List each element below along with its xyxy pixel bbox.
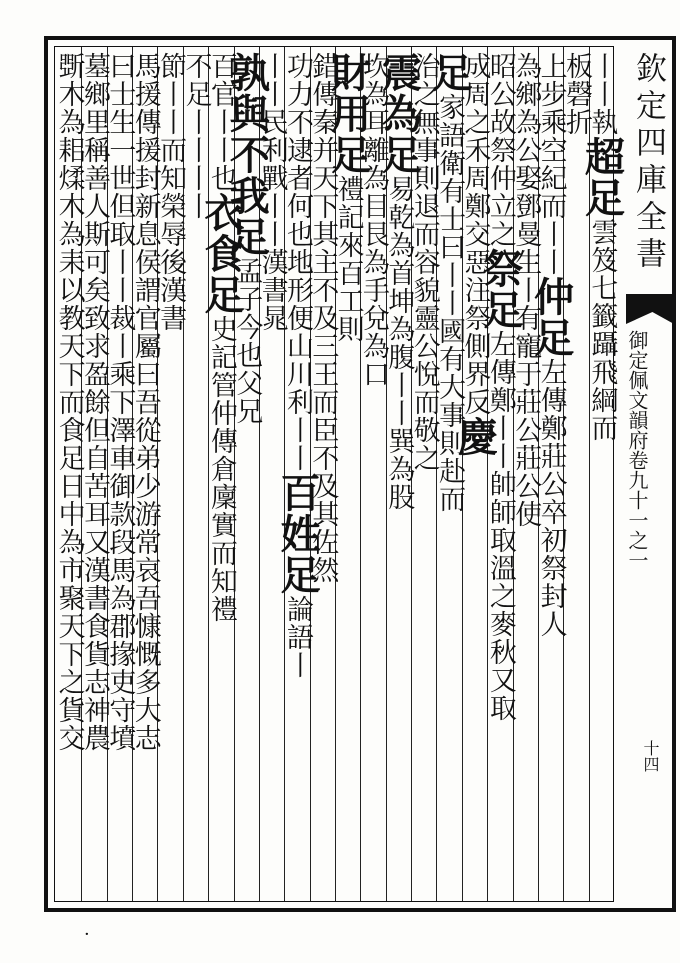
headword: 足: [426, 52, 474, 93]
text-run: 墓鄉里稱善人斯可矣致求盈餘但自苦耳又漢書食貨志神農: [79, 52, 111, 752]
headword: 超足: [578, 136, 626, 218]
text-run: 昭公故祭仲立之: [484, 52, 516, 248]
text-run: 節丨丨而知榮辱後漢書: [155, 52, 187, 332]
headword: 不我足: [223, 134, 271, 257]
text-run: 左傳鄭莊公卒初祭封人: [535, 358, 567, 638]
text-run: 功力不逮者何也地形便山川利丨丨: [281, 52, 313, 472]
text-run: 左傳鄭丨丨帥師取溫之麥秋又取: [484, 330, 516, 722]
headword: 財用足: [324, 52, 372, 175]
headword: 仲足: [527, 276, 575, 358]
text-run: 為鄉為公娶鄧曼生: [510, 52, 542, 276]
volume-label: 御定佩文韻府卷九十一之一: [625, 330, 649, 570]
text-run: 史記管仲傳倉廩實而知禮: [205, 315, 237, 623]
text-run: 禮記來百工則: [332, 175, 364, 343]
headword: 衣食足: [197, 192, 245, 315]
text-run: 馬援傳援封新息侯謂官屬曰吾從弟少游常哀吾慷慨多大志: [129, 52, 161, 752]
text-run: 雲笈七籤躡飛綱而: [586, 218, 618, 442]
headword: 孰與: [223, 52, 271, 134]
text-run: 坎為耳離為目艮為手兌為口: [358, 52, 390, 388]
text-run: 丨有寵于莊公莊公使: [510, 276, 542, 528]
headword: 百姓足: [273, 472, 321, 595]
text-run: 論語丨: [281, 595, 313, 679]
text-column: [52, 52, 86, 752]
text-run: 丨丨民利戰丨丨漢書晁: [256, 52, 288, 332]
text-run: 斲木為耜煣木為耒以教天下而食足日中為市聚天下之貨交: [53, 52, 85, 752]
text-run: 板磬折: [560, 52, 592, 136]
text-run: 易乾為首坤為腹丨丨巽為股: [383, 175, 415, 511]
text-run: 家語衛有士曰丨丨國有大事則赴而: [434, 93, 466, 513]
text-run: 不足丨丨丨丨: [180, 52, 212, 220]
headword: 祭足: [476, 248, 524, 330]
text-run: 成周之禾周鄭交惡注祭側界反: [459, 52, 491, 416]
text-run: 錯傳秦并天下其主不及三王而臣不及其佐然: [307, 52, 339, 584]
text-run: 丨丨執: [586, 52, 618, 136]
headword: 慶: [451, 416, 499, 457]
leaf-number: 十四: [641, 740, 660, 772]
text-run: 百官丨丨也: [205, 52, 237, 192]
stray-mark: ·: [84, 924, 90, 945]
book-title: 欽定四庫全書: [630, 52, 666, 274]
text-run: 治之無事則退而容貌靈公悅而敬之: [408, 52, 440, 472]
text-run: 曰士生一世但取丨丨裁丨乘下澤車御款段馬為郡掾吏守墳: [104, 52, 136, 752]
text-run: 上步乘空紀而丨丨: [535, 52, 567, 276]
headword: 震為足: [375, 52, 423, 175]
text-run: 孟子今也父兄: [231, 257, 263, 425]
